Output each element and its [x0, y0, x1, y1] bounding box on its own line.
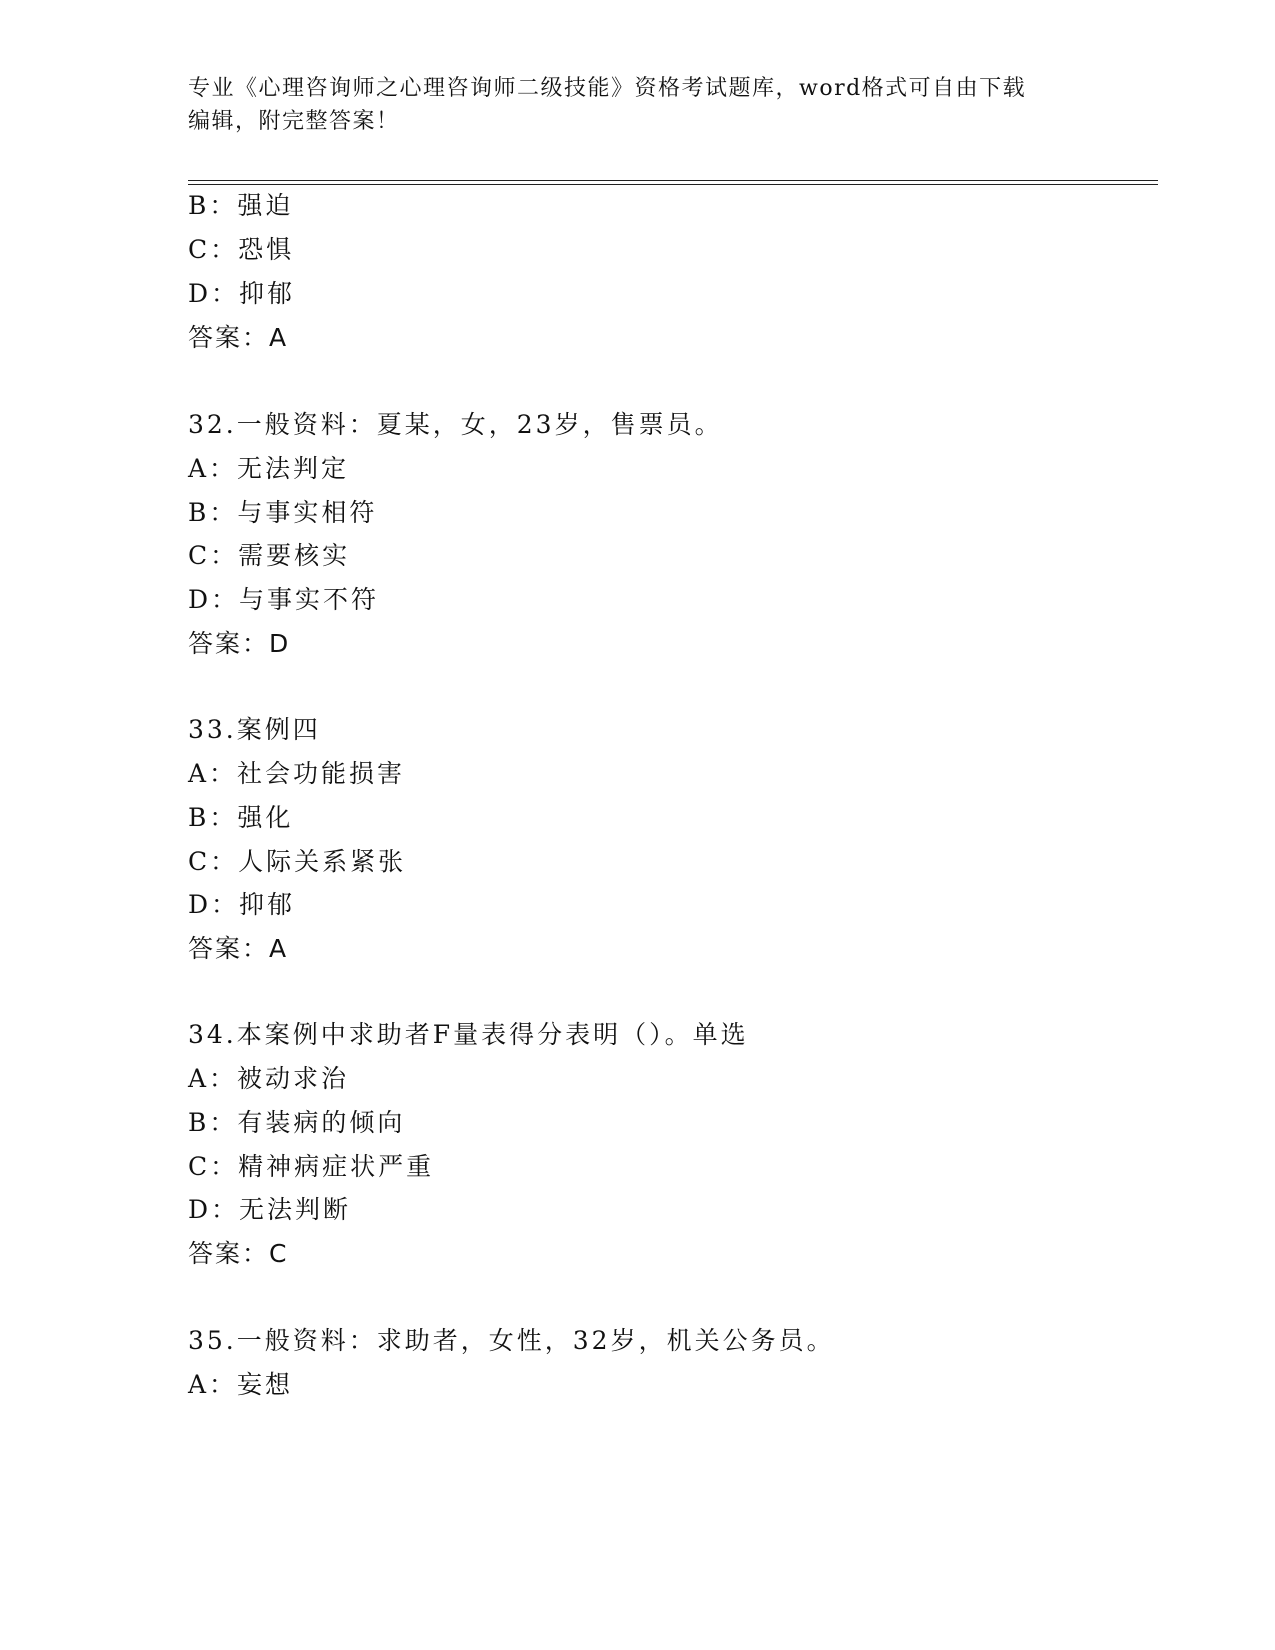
- option-line: C：需要核实: [188, 541, 351, 570]
- question-line: 34.本案例中求助者F量表得分表明（）。单选: [188, 1020, 749, 1049]
- option-line: D：与事实不符: [188, 585, 380, 614]
- header-line-1: 专业《心理咨询师之心理咨询师二级技能》资格考试题库，word格式可自由下载: [188, 76, 1027, 101]
- option-line: B：与事实相符: [188, 498, 378, 527]
- option-line: A：社会功能损害: [188, 759, 406, 788]
- option-line: B：强迫: [188, 191, 294, 220]
- option-line: C：恐惧: [188, 235, 295, 264]
- option-line: A：被动求治: [188, 1064, 350, 1093]
- option-line: A：无法判定: [188, 454, 350, 483]
- option-line: D：抑郁: [188, 279, 296, 308]
- answer-line: 答案：D: [188, 629, 291, 658]
- option-line: D：无法判断: [188, 1195, 352, 1224]
- option-line: A：妄想: [188, 1370, 294, 1399]
- option-line: B：强化: [188, 803, 294, 832]
- document-header: [188, 72, 1088, 138]
- question-line: 33.案例四: [188, 715, 321, 744]
- option-line: C：精神病症状严重: [188, 1152, 435, 1181]
- header-line-2: 编辑，附完整答案！: [188, 109, 400, 134]
- question-line: 32.一般资料：夏某，女，23岁，售票员。: [188, 410, 723, 439]
- option-line: B：有装病的倾向: [188, 1108, 406, 1137]
- option-line: D：抑郁: [188, 890, 296, 919]
- answer-line: 答案：C: [188, 1239, 289, 1268]
- answer-line: 答案：A: [188, 323, 289, 352]
- header-rule-bottom: [188, 184, 1158, 185]
- header-rule-top: [188, 180, 1158, 181]
- option-line: C：人际关系紧张: [188, 847, 407, 876]
- question-line: 35.一般资料：求助者，女性，32岁，机关公务员。: [188, 1326, 835, 1355]
- answer-line: 答案：A: [188, 934, 289, 963]
